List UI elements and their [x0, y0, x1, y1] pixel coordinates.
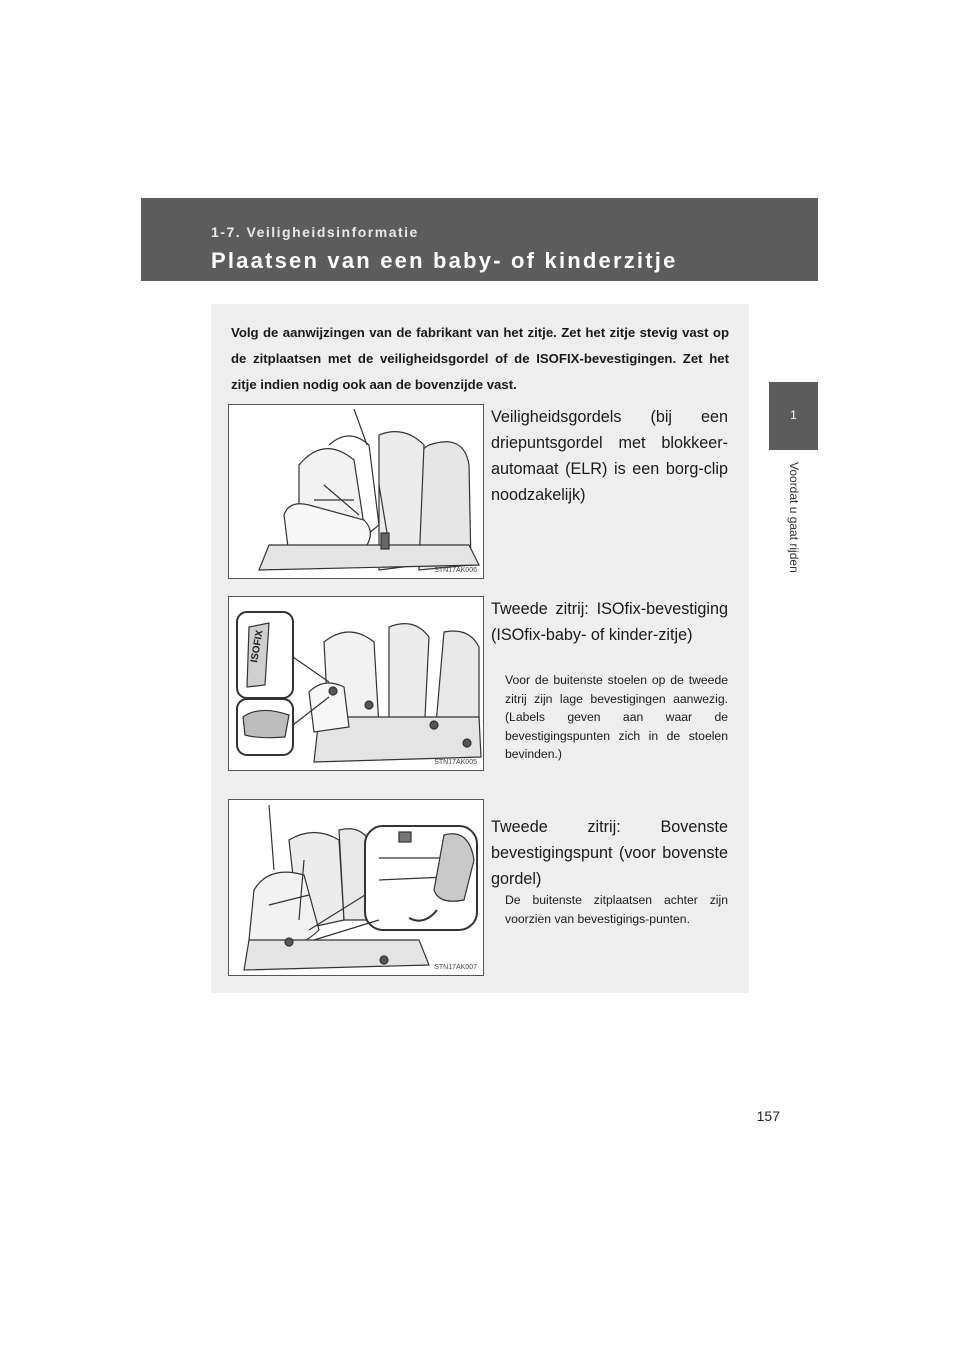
figure-code: STN17AK007: [434, 964, 477, 971]
figure-top-tether: [228, 799, 484, 976]
figure-isofix: [228, 596, 484, 771]
figure-code: STN17AK005: [434, 759, 477, 766]
top-tether-illustration: [229, 800, 483, 975]
content-box: [211, 304, 749, 993]
header-band: [141, 198, 818, 281]
section-label: 1-7. Veiligheidsinformatie: [211, 224, 419, 240]
figure-seatbelt-child-seat: [228, 404, 484, 579]
isofix-label: ISOFIX: [249, 629, 266, 664]
chapter-label-text: Voordat u gaat rijden: [787, 462, 801, 573]
isofix-anchor-illustration: [229, 597, 483, 770]
chapter-label: [784, 462, 804, 642]
item-description-isofix: Voor de buitenste stoelen op de tweede zitrij zijn lage bevestigingen aanwezig. (Labels geven aan waar de bevestigingspunten zich in de stoelen bevinden.): [505, 673, 728, 761]
item-title-isofix: Tweede zitrij: ISOfix-bevestiging (ISOfix-baby- of kinder-zitje): [491, 600, 728, 644]
item-description-top-tether: De buitenste zitplaatsen achter zijn voorzien van bevestigings-punten.: [505, 893, 728, 926]
chapter-number: 1: [790, 408, 797, 422]
child-seat-belt-illustration: [229, 405, 483, 578]
intro-text: Volg de aanwijzingen van de fabrikant van het zitje. Zet het zitje stevig vast op de zitplaatsen met de veiligheidsgordel of de ISOFIX-bevestigingen. Zet het zitje indien nodig ook aan de bovenzijde vast.: [231, 325, 729, 392]
page-number: 157: [756, 1108, 780, 1124]
item-title-top-tether: Tweede zitrij: Bovenste bevestigingspunt (voor bovenste gordel): [491, 818, 728, 888]
figure-code: STN17AK006: [434, 567, 477, 574]
chapter-tab: [769, 382, 818, 450]
item-title-seatbelt: Veiligheidsgordels (bij een driepuntsgordel met blokkeer-automaat (ELR) is een borg-clip noodzakelijk): [491, 408, 728, 504]
page-heading: Plaatsen van een baby- of kinderzitje: [211, 248, 678, 273]
